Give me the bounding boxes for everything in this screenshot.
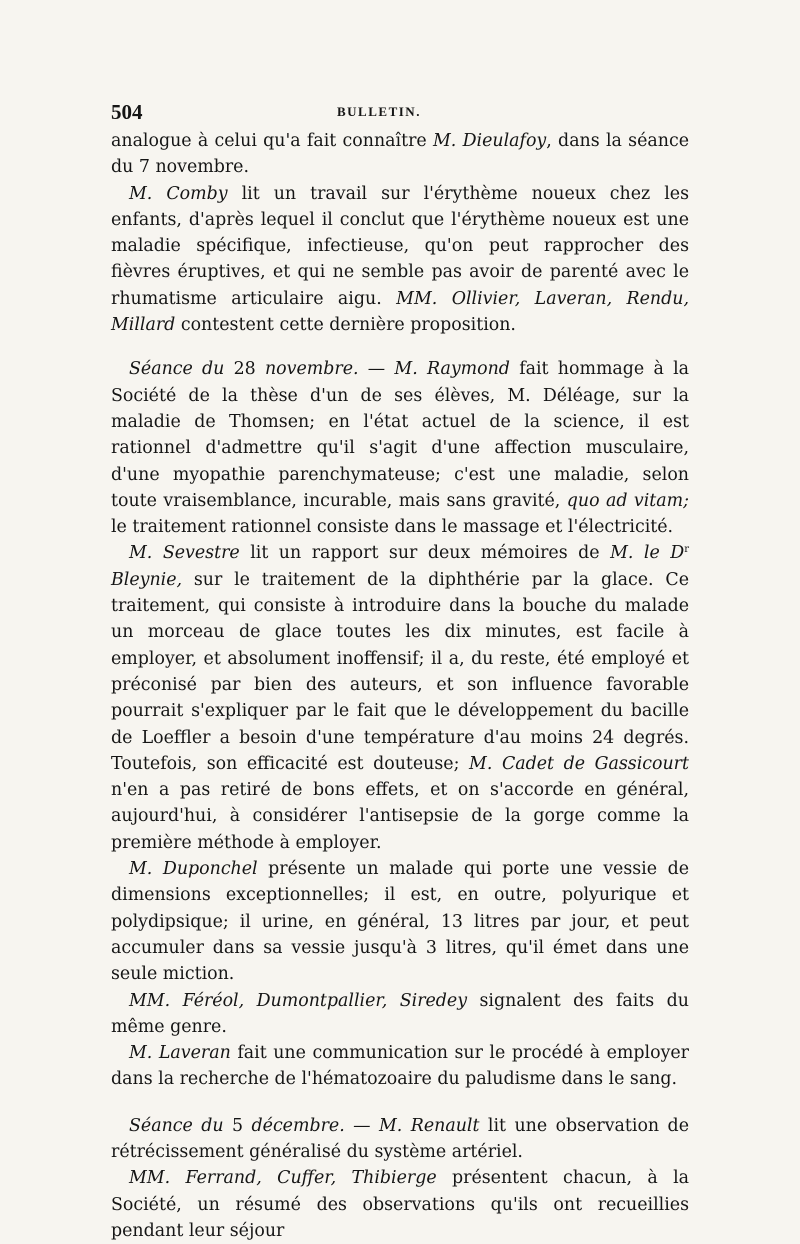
text-run: signalent des faits du même genre. <box>111 990 689 1037</box>
seance-date: 28 <box>224 359 265 380</box>
text-run: sur le traitement de la diphthérie par la glace. Ce traitement, qui consiste à introduire dans la bouche du malade un morceau de glace toutes les dix minutes, est facile à employer, et absolument inoffensif; il a, du reste, été employé et préconisé par bien des auteurs, et son influence favorable pourrait s'expliquer par le fait que le développement du bacille de Loeffler a besoin d'une température d'au moins 24 degrés. Toutefois, son efficacité est douteuse; <box>111 569 689 774</box>
person-name: Bleynie, <box>111 569 183 590</box>
text-run: fait hommage à la Société de la thèse d'un de ses élèves, M. Déléage, sur la maladie de Thomsen; en l'état actuel de la science, il est rationnel d'admettre qu'il s'agit d'une affection musculaire, d'une myopathie parenchymateuse; c'est une maladie, selon toute vraisemblance, incurable, mais sans gravité, <box>111 359 689 511</box>
paragraph <box>111 1040 689 1093</box>
seance-date: 5 <box>223 1115 252 1136</box>
text-run: analogue à celui qu'a fait connaître <box>111 131 433 151</box>
body-text <box>111 128 689 1244</box>
person-name: M. Dieulafoy <box>432 131 547 151</box>
superscript: r <box>684 544 689 556</box>
person-name: M. Duponchel <box>129 859 258 880</box>
seance-heading: novembre. — M. Raymond <box>264 359 510 380</box>
paragraph <box>111 540 689 856</box>
seance-heading: Séance du <box>129 359 225 380</box>
paragraph-seance <box>111 1113 689 1166</box>
running-head: BULLETIN. <box>337 104 421 119</box>
seance-heading: Séance du <box>129 1115 224 1136</box>
paragraph <box>111 856 689 987</box>
person-name: M. Comby <box>129 183 228 204</box>
person-name: M. Cadet de Gassicourt <box>469 753 689 774</box>
text-run: présentent chacun, à la Société, un résumé des observations qu'ils ont recueillies pendant leur séjour <box>111 1168 689 1241</box>
text-run: lit un travail sur l'érythème noueux chez les enfants, d'après lequel il conclut que l'érythème noueux est une maladie spécifique, infectieuse, qu'on peut rapprocher des fièvres éruptives, et qui ne semble pas avoir de parenté avec le rhumatisme articulaire aigu. <box>111 183 689 309</box>
person-name: MM. Ferrand, Cuffer, Thibierge <box>129 1168 437 1189</box>
text-run: présente un malade qui porte une vessie de dimensions exceptionnelles; il est, en outre, polyurique et polydipsique; il urine, en général, 13 litres par jour, et peut accumuler dans sa vessie jusqu'à 3 litres, qu'il émet dans une seule miction. <box>111 859 689 985</box>
person-name: M. Laveran <box>129 1043 231 1064</box>
text-run: , dans la séance du 7 novembre. <box>111 131 689 178</box>
latin-phrase: quo ad vitam; <box>566 490 690 511</box>
text-run: contestent cette dernière proposition. <box>175 315 516 336</box>
person-name: M. le D <box>610 543 685 564</box>
text-run: lit un rapport sur deux mémoires de <box>239 543 611 564</box>
text-run: le traitement rationnel consiste dans le massage et l'électricité. <box>111 517 674 538</box>
text-run: n'en a pas retiré de bons effets, et on s'accorde en général, aujourd'hui, à considérer l'antisepsie de la gorge comme la première méthode à employer. <box>111 780 689 853</box>
page-header <box>111 100 691 126</box>
paragraph <box>111 1165 689 1244</box>
paragraph-seance <box>111 356 689 540</box>
text-run: lit une observation de rétrécissement généralisé du système artériel. <box>111 1115 689 1162</box>
person-name: M. Sevestre <box>129 543 240 564</box>
person-name: MM. Féréol, Dumontpallier, Siredey <box>129 990 468 1011</box>
text-run: fait une communication sur le procédé à employer dans la recherche de l'hématozoaire du paludisme dans le sang. <box>111 1043 689 1090</box>
paragraph <box>111 181 689 339</box>
paragraph <box>111 128 689 181</box>
person-name: MM. Ollivier, Laveran, Rendu, Millard <box>111 288 689 336</box>
paragraph <box>111 988 689 1041</box>
page-number: 504 <box>111 100 143 124</box>
seance-heading: décembre. — M. Renault <box>251 1115 480 1136</box>
